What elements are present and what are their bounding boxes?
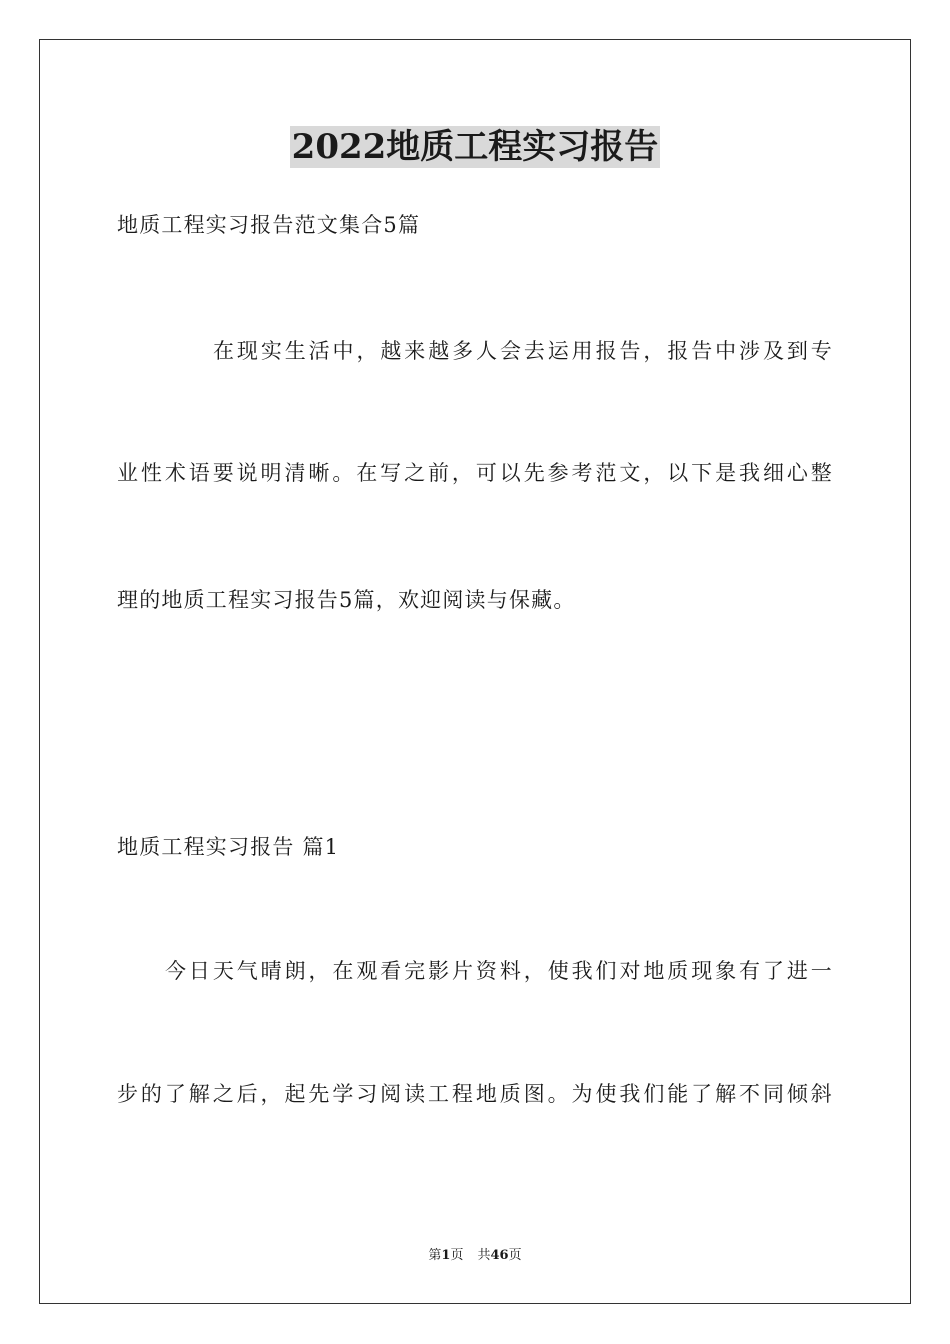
section-1-heading: 地质工程实习报告 篇1 <box>117 835 340 859</box>
footer-total-suffix: 页 <box>508 1248 522 1263</box>
document-subtitle: 地质工程实习报告范文集合5篇 <box>117 213 421 237</box>
intro-line-1: 在现实生活中，越来越多人会去运用报告，报告中涉及到专 <box>213 339 833 363</box>
intro-line-2: 业性术语要说明清晰。在写之前，可以先参考范文，以下是我细心整 <box>117 461 833 485</box>
section-1-line-2: 步的了解之后，起先学习阅读工程地质图。为使我们能了解不同倾斜 <box>117 1082 833 1106</box>
footer-page-number: 1 <box>441 1248 451 1263</box>
footer-total-prefix: 共 <box>477 1248 491 1263</box>
footer-page-suffix: 页 <box>450 1248 464 1263</box>
footer-page-prefix: 第 <box>428 1248 442 1263</box>
page-footer <box>0 1247 950 1265</box>
title-container <box>0 126 950 168</box>
footer-total-pages: 46 <box>490 1248 509 1263</box>
intro-line-3: 理的地质工程实习报告5篇，欢迎阅读与保藏。 <box>117 588 576 612</box>
section-1-line-1: 今日天气晴朗，在观看完影片资料，使我们对地质现象有了进一 <box>165 959 833 983</box>
document-title: 2022地质工程实习报告 <box>291 127 659 167</box>
